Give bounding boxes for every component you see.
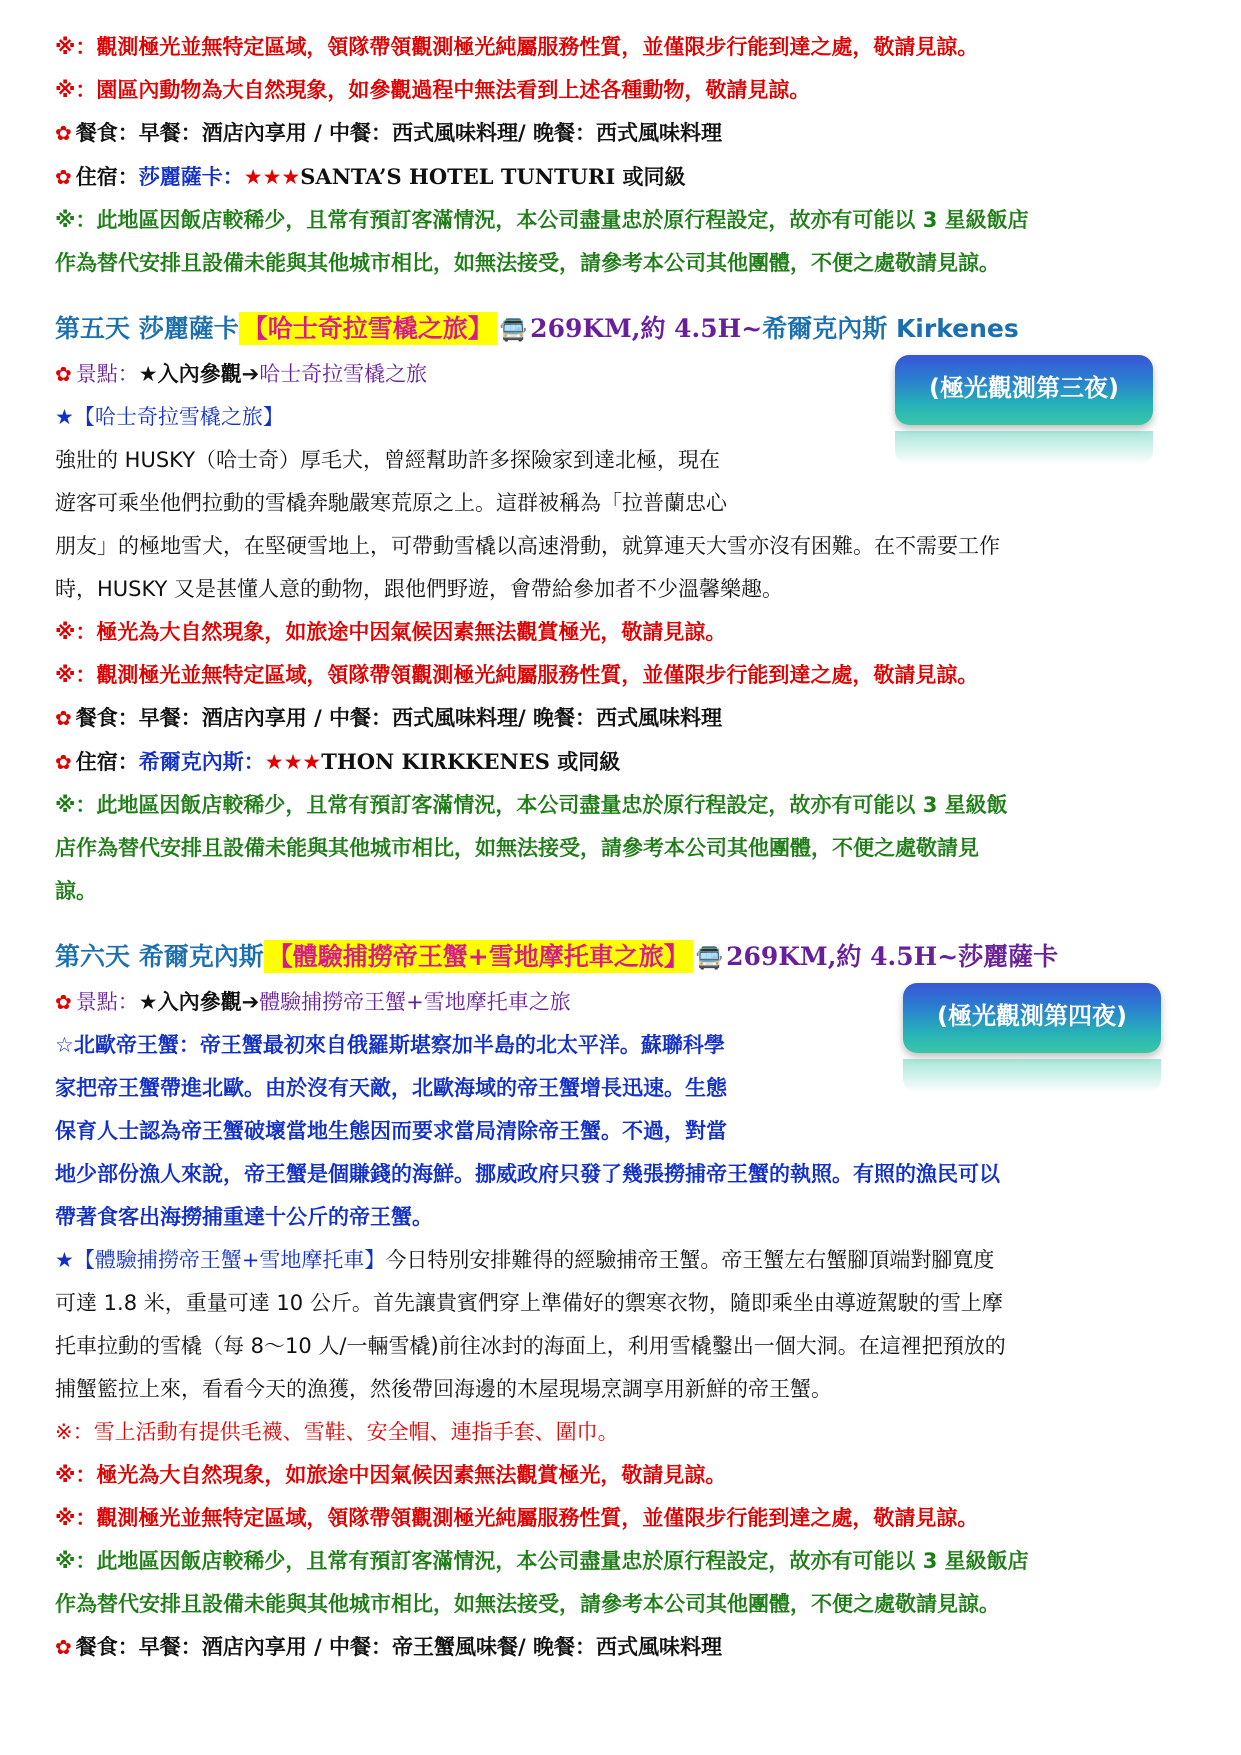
aurora-night-badge: (極光觀測第三夜): [895, 355, 1153, 425]
hotel-note-line: ※：此地區因飯店較稀少，且常有預訂客滿情況，本公司盡量忠於原行程設定，故亦有可能以 3 星級飯店: [55, 1549, 1029, 1573]
aurora-nature-note: ※：極光為大自然現象，如旅途中因氣候因素無法觀賞極光，敬請見諒。: [55, 620, 727, 644]
day5-title: [55, 307, 1190, 353]
hotel-note-line: ※：此地區因飯店較稀少，且常有預訂客滿情況，本公司盡量忠於原行程設定，故亦有可能以 3 星級飯店: [55, 208, 1029, 232]
bus-icon: 🚍: [695, 946, 724, 971]
spot-name: 體驗捕撈帝王蟹+雪地摩托車之旅: [259, 990, 571, 1014]
stay-city: 莎麗薩卡：: [138, 165, 244, 189]
day-distance: 269KM,約 4.5H~: [726, 942, 959, 971]
activity-line: 可達 1.8 米，重量可達 10 公斤。首先讓貴賓們穿上準備好的禦寒衣物，隨即乘坐由導遊駕駛的雪上摩: [55, 1291, 1003, 1315]
hotel-note-line: 諒。: [55, 879, 97, 903]
stay-city: 希爾克內斯：: [138, 750, 265, 774]
day-number: 第六天: [55, 942, 131, 971]
crab-line: 地少部份漁人來說，帝王蟹是個賺錢的海鮮。挪威政府只發了幾張撈捕帝王蟹的執照。有照的漁民可以: [55, 1162, 1000, 1186]
animal-note: ※：園區內動物為大自然現象，如參觀過程中無法看到上述各種動物，敬請見諒。: [55, 78, 811, 102]
stay-row: [55, 155, 1190, 199]
aurora-area-note: ※：觀測極光並無特定區域，領隊帶領觀測極光純屬服務性質，並僅限步行能到達之處，敬請見諒。: [55, 663, 979, 687]
meal-text: 早餐：酒店內享用 / 中餐：西式風味料理/ 晚餐：西式風味料理: [138, 706, 723, 730]
aurora-night-badge: (極光觀測第四夜): [903, 983, 1161, 1053]
star-rating: ★★★: [264, 750, 322, 774]
flower-icon: ✿: [55, 362, 72, 386]
flower-icon: ✿: [55, 750, 72, 774]
spot-prefix: ★入內參觀➔: [138, 990, 260, 1014]
meal-text: 早餐：酒店內享用 / 中餐：西式風味料理/ 晚餐：西式風味料理: [138, 121, 723, 145]
flower-icon: ✿: [55, 706, 72, 730]
day-number: 第五天: [55, 314, 131, 343]
spot-prefix: ★入內參觀➔: [138, 362, 260, 386]
subsection-title: ★【哈士奇拉雪橇之旅】: [55, 405, 284, 429]
stay-label: 住宿：: [75, 750, 139, 774]
aurora-area-note: ※：觀測極光並無特定區域，領隊帶領觀測極光純屬服務性質，並僅限步行能到達之處，敬請見諒。: [55, 1506, 979, 1530]
flower-icon: ✿: [55, 121, 72, 145]
crab-line: 家把帝王蟹帶進北歐。由於沒有天敵，北歐海域的帝王蟹增長迅速。生態: [55, 1076, 727, 1100]
day-destination: 希爾克內斯 Kirkenes: [762, 314, 1019, 343]
spot-label: 景點：: [75, 362, 139, 386]
day-destination: 莎麗薩卡: [958, 942, 1059, 971]
meal-label: 餐食：: [75, 121, 139, 145]
badge-reflection: [903, 1059, 1161, 1093]
aurora-nature-note: ※：極光為大自然現象，如旅途中因氣候因素無法觀賞極光，敬請見諒。: [55, 1463, 727, 1487]
aurora-area-note: ※：觀測極光並無特定區域，領隊帶領觀測極光純屬服務性質，並僅限步行能到達之處，敬請見諒。: [55, 35, 979, 59]
hotel-or: 或同級: [549, 750, 621, 774]
spot-label: 景點：: [75, 990, 139, 1014]
day-highlight: 【體驗捕撈帝王蟹+雪地摩托車之旅】: [264, 940, 693, 973]
hotel-name: THON KIRKKENES: [321, 749, 550, 774]
flower-icon: ✿: [55, 1635, 72, 1659]
day-city: 希爾克內斯: [138, 942, 264, 971]
hotel-name: SANTA’S HOTEL TUNTURI: [300, 164, 616, 189]
day6-title: [55, 935, 1190, 981]
hotel-note-line: 作為替代安排且設備未能與其他城市相比，如無法接受，請參考本公司其他團體，不便之處敬請見諒。: [55, 1592, 1000, 1616]
day-city: 莎麗薩卡: [138, 314, 239, 343]
hotel-or: 或同級: [615, 165, 686, 189]
stay-row: [55, 740, 1190, 784]
para-line: 朋友」的極地雪犬，在堅硬雪地上，可帶動雪橇以高速滑動，就算連天大雪亦沒有困難。在不需要工作: [55, 534, 1000, 558]
stay-label: 住宿：: [75, 165, 139, 189]
day-distance: 269KM,約 4.5H~: [530, 314, 763, 343]
meal-label: 餐食：: [75, 706, 139, 730]
hotel-note-line: 作為替代安排且設備未能與其他城市相比，如無法接受，請參考本公司其他團體，不便之處敬請見諒。: [55, 251, 1000, 275]
flower-icon: ✿: [55, 990, 72, 1014]
gear-note: ※：雪上活動有提供毛襪、雪鞋、安全帽、連指手套、圍巾。: [55, 1420, 619, 1444]
activity-line: 托車拉動的雪橇（每 8～10 人/一輛雪橇)前往冰封的海面上，利用雪橇鑿出一個大洞。在這裡把預放的: [55, 1334, 1006, 1358]
hotel-note-line: 店作為替代安排且設備未能與其他城市相比，如無法接受，請參考本公司其他團體，不便之處敬請見: [55, 836, 979, 860]
meal-label: 餐食：: [75, 1635, 139, 1659]
activity-line: 捕蟹籃拉上來，看看今天的漁獲，然後帶回海邊的木屋現場烹調享用新鮮的帝王蟹。: [55, 1377, 832, 1401]
itinerary-page: [55, 26, 1190, 1669]
crab-line: 帶著食客出海撈捕重達十公斤的帝王蟹。: [55, 1205, 433, 1229]
hotel-note-line: ※：此地區因飯店較稀少，且常有預訂客滿情況，本公司盡量忠於原行程設定，故亦有可能以 3 星級飯: [55, 793, 1008, 817]
meal-row: [55, 697, 1190, 740]
spot-name: 哈士奇拉雪橇之旅: [259, 362, 428, 386]
flower-icon: ✿: [55, 165, 72, 189]
meal-row: [55, 112, 1190, 155]
meal-text: 早餐：酒店內享用 / 中餐：帝王蟹風味餐/ 晚餐：西式風味料理: [138, 1635, 723, 1659]
activity-line: [55, 1239, 1190, 1282]
badge-reflection: [895, 431, 1153, 465]
activity-title: ★【體驗捕撈帝王蟹+雪地摩托車】: [55, 1248, 386, 1272]
para-line: 遊客可乘坐他們拉動的雪橇奔馳嚴寒荒原之上。這群被稱為「拉普蘭忠心: [55, 491, 727, 515]
para-line: 時，HUSKY 又是甚懂人意的動物，跟他們野遊，會帶給參加者不少溫馨樂趣。: [55, 577, 784, 601]
meal-row: [55, 1626, 1190, 1669]
crab-line: ☆北歐帝王蟹：帝王蟹最初來自俄羅斯堪察加半島的北太平洋。蘇聯科學: [55, 1033, 725, 1057]
para-line: 強壯的 HUSKY（哈士奇）厚毛犬，曾經幫助許多探險家到達北極，現在: [55, 448, 721, 472]
bus-icon: 🚍: [499, 318, 528, 343]
activity-text: 今日特別安排難得的經驗捕帝王蟹。帝王蟹左右蟹腳頂端對腳寬度: [385, 1248, 995, 1272]
star-rating: ★★★: [243, 165, 301, 189]
crab-line: 保育人士認為帝王蟹破壞當地生態因而要求當局清除帝王蟹。不過，對當: [55, 1119, 727, 1143]
day-highlight: 【哈士奇拉雪橇之旅】: [239, 312, 497, 345]
